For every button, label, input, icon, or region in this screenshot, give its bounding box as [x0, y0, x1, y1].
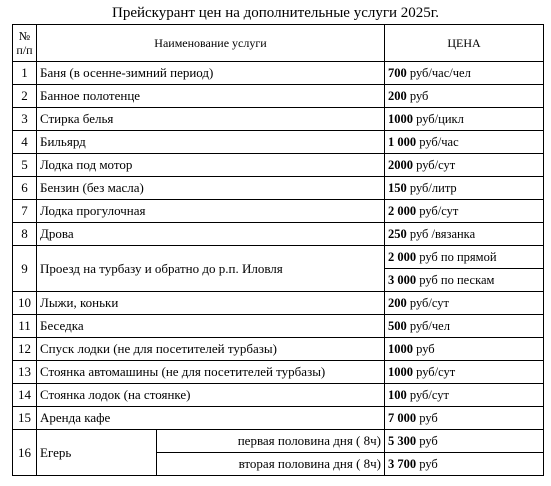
row-number: 6 [13, 177, 37, 200]
price-value: 250 [388, 227, 407, 241]
price [385, 292, 544, 315]
price-value: 1000 [388, 365, 414, 379]
table-row [13, 338, 544, 361]
price-value: 3 000 [388, 273, 417, 287]
table-row [13, 384, 544, 407]
price-value: 1000 [388, 342, 414, 356]
price-unit: руб/сут [406, 388, 449, 402]
service-name: Аренда кафе [37, 407, 385, 430]
price-value: 100 [388, 388, 407, 402]
row-number: 11 [13, 315, 37, 338]
row-number: 2 [13, 85, 37, 108]
price-value: 1000 [388, 112, 414, 126]
price-unit: руб/сут [406, 296, 449, 310]
table-row [13, 131, 544, 154]
header-row [13, 25, 544, 62]
table-row [13, 85, 544, 108]
price-unit: руб/сут [413, 158, 456, 172]
price-unit: руб/цикл [413, 112, 464, 126]
table-row [13, 223, 544, 246]
price-unit: руб /вязанка [406, 227, 476, 241]
row-number: 5 [13, 154, 37, 177]
table-row [13, 430, 544, 453]
price-unit: руб/сут [416, 204, 459, 218]
service-name: Лодка под мотор [37, 154, 385, 177]
sub-label-second-half: вторая половина дня ( 8ч) [157, 453, 385, 476]
price-value: 150 [388, 181, 407, 195]
price [385, 315, 544, 338]
price-table [12, 24, 544, 476]
row-number: 9 [13, 246, 37, 292]
price [385, 384, 544, 407]
row-number: 12 [13, 338, 37, 361]
column-header-number [13, 25, 37, 62]
service-name: Лодка прогулочная [37, 200, 385, 223]
price-unit: руб/час/чел [406, 66, 471, 80]
price [385, 154, 544, 177]
row-number: 13 [13, 361, 37, 384]
price-value: 2 000 [388, 204, 417, 218]
price-unit: руб [406, 89, 429, 103]
price [385, 430, 544, 453]
service-name: Спуск лодки (не для посетителей турбазы) [37, 338, 385, 361]
row-number: 15 [13, 407, 37, 430]
price [385, 131, 544, 154]
price-value: 3 700 [388, 457, 417, 471]
price [385, 200, 544, 223]
service-name: Баня (в осенне-зимний период) [37, 62, 385, 85]
price-value: 200 [388, 89, 407, 103]
price [385, 62, 544, 85]
table-row [13, 315, 544, 338]
row-number: 1 [13, 62, 37, 85]
service-name: Дрова [37, 223, 385, 246]
price [385, 85, 544, 108]
price-value: 2 000 [388, 250, 417, 264]
row-number: 16 [13, 430, 37, 476]
price-unit: руб [413, 342, 435, 356]
row-number: 14 [13, 384, 37, 407]
service-name: Беседка [37, 315, 385, 338]
service-name: Лыжи, коньки [37, 292, 385, 315]
price [385, 177, 544, 200]
price-unit: руб [416, 457, 438, 471]
price-value: 5 300 [388, 434, 417, 448]
price-value: 2000 [388, 158, 414, 172]
service-name: Егерь [37, 430, 157, 476]
price-unit: руб по пескам [416, 273, 495, 287]
price-value: 500 [388, 319, 407, 333]
sub-label-first-half: первая половина дня ( 8ч) [157, 430, 385, 453]
row-number: 10 [13, 292, 37, 315]
table-row [13, 407, 544, 430]
price-sand [385, 269, 544, 292]
price-value: 7 000 [388, 411, 417, 425]
column-header-service-name: Наименование услуги [37, 25, 385, 62]
price [385, 223, 544, 246]
service-name: Бензин (без масла) [37, 177, 385, 200]
table-row [13, 108, 544, 131]
service-name: Проезд на турбазу и обратно до р.п. Иловля [37, 246, 385, 292]
row-number: 7 [13, 200, 37, 223]
table-row [13, 154, 544, 177]
service-name: Бильярд [37, 131, 385, 154]
price [385, 407, 544, 430]
table-row [13, 246, 544, 269]
table-row [13, 177, 544, 200]
row-number: 4 [13, 131, 37, 154]
row-number: 8 [13, 223, 37, 246]
table-row [13, 200, 544, 223]
price-direct [385, 246, 544, 269]
price-value: 700 [388, 66, 407, 80]
table-row [13, 361, 544, 384]
price-unit: руб по прямой [416, 250, 497, 264]
price-unit: руб [416, 411, 438, 425]
column-header-number-line1: № [18, 29, 31, 43]
price-value: 200 [388, 296, 407, 310]
price [385, 108, 544, 131]
table-row [13, 292, 544, 315]
price [385, 338, 544, 361]
price-unit: руб/чел [406, 319, 450, 333]
column-header-price: ЦЕНА [385, 25, 544, 62]
price-unit: руб/сут [413, 365, 456, 379]
service-name: Стирка белья [37, 108, 385, 131]
price-value: 1 000 [388, 135, 417, 149]
price [385, 361, 544, 384]
service-name: Банное полотенце [37, 85, 385, 108]
price-unit: руб/час [416, 135, 459, 149]
price-unit: руб [416, 434, 438, 448]
price [385, 453, 544, 476]
table-row [13, 62, 544, 85]
service-name: Стоянка автомашины (не для посетителей турбазы) [37, 361, 385, 384]
page-title: Прейскурант цен на дополнительные услуги 2025г. [112, 5, 439, 21]
row-number: 3 [13, 108, 37, 131]
column-header-number-line2: п/п [16, 43, 33, 57]
service-name: Стоянка лодок (на стоянке) [37, 384, 385, 407]
price-unit: руб/литр [406, 181, 457, 195]
